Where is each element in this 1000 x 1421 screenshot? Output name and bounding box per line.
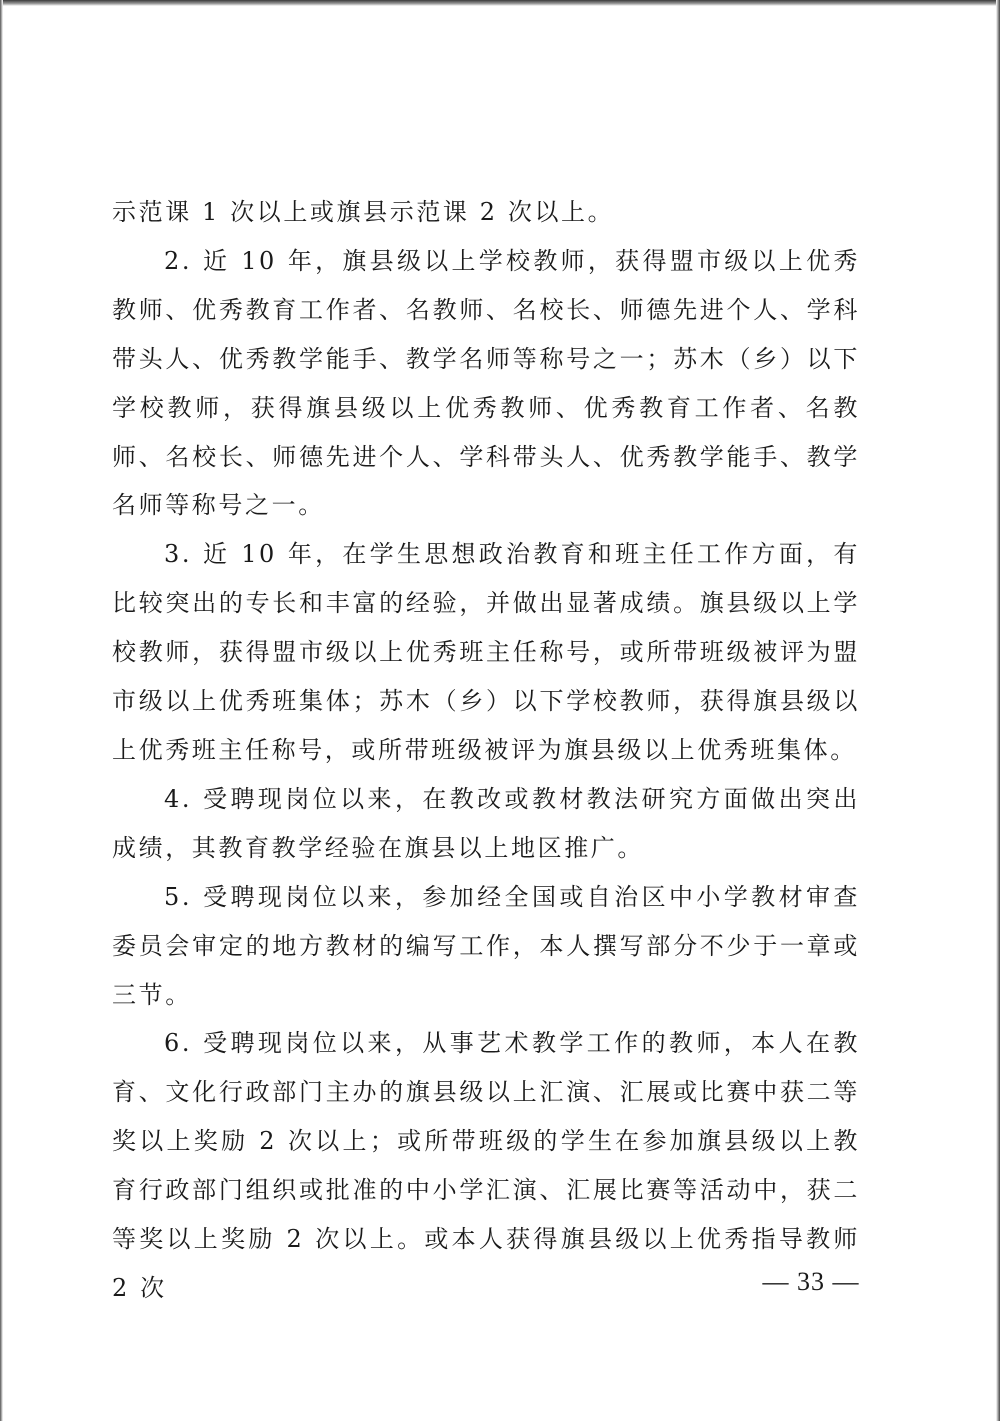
scan-right-edge [996,0,1000,1421]
paragraph-item-2: 2. 近 10 年，旗县级以上学校教师，获得盟市级以上优秀教师、优秀教育工作者、名教师、名校长、师德先进个人、学科带头人、优秀教学能手、教学名师等称号之一；苏木（乡）以下学校教师，获得旗县级以上优秀教师、优秀教育工作者、名教师、名校长、师德先进个人、学科带头人、优秀教学能手、教学名师等称号之一。 [112,246,860,520]
paragraph-item-5: 5. 受聘现岗位以来，参加经全国或自治区中小学教材审查委员会审定的地方教材的编写工作，本人撰写部分不少于一章或三节。 [112,882,860,1009]
paragraph-item-3: 3. 近 10 年，在学生思想政治教育和班主任工作方面，有比较突出的专长和丰富的经验，并做出显著成绩。旗县级以上学校教师，获得盟市级以上优秀班主任称号，或所带班级被评为盟市级以上优秀班集体；苏木（乡）以下学校教师，获得旗县级以上优秀班主任称号，或所带班级被评为旗县级以上优秀班集体。 [112,540,860,764]
scan-left-edge [0,0,3,1421]
paragraph-item-6: 6. 受聘现岗位以来，从事艺术教学工作的教师，本人在教育、文化行政部门主办的旗县级以上汇演、汇展或比赛中获二等奖以上奖励 2 次以上；或所带班级的学生在参加旗县级以上教育行政部门组织或批准的中小学汇演、汇展比赛等活动中，获二等奖以上奖励 2 次以上。或本人获得旗县级以上优秀指导教师 2 次 [112,1029,860,1302]
scan-top-edge [0,0,1000,6]
page-number: — 33 — [762,1267,860,1296]
document-body [112,188,860,1313]
paragraph-item-4: 4. 受聘现岗位以来，在教改或教材教法研究方面做出突出成绩，其教育教学经验在旗县以上地区推广。 [112,784,860,862]
paragraph-continuation: 示范课 1 次以上或旗县示范课 2 次以上。 [112,198,615,226]
